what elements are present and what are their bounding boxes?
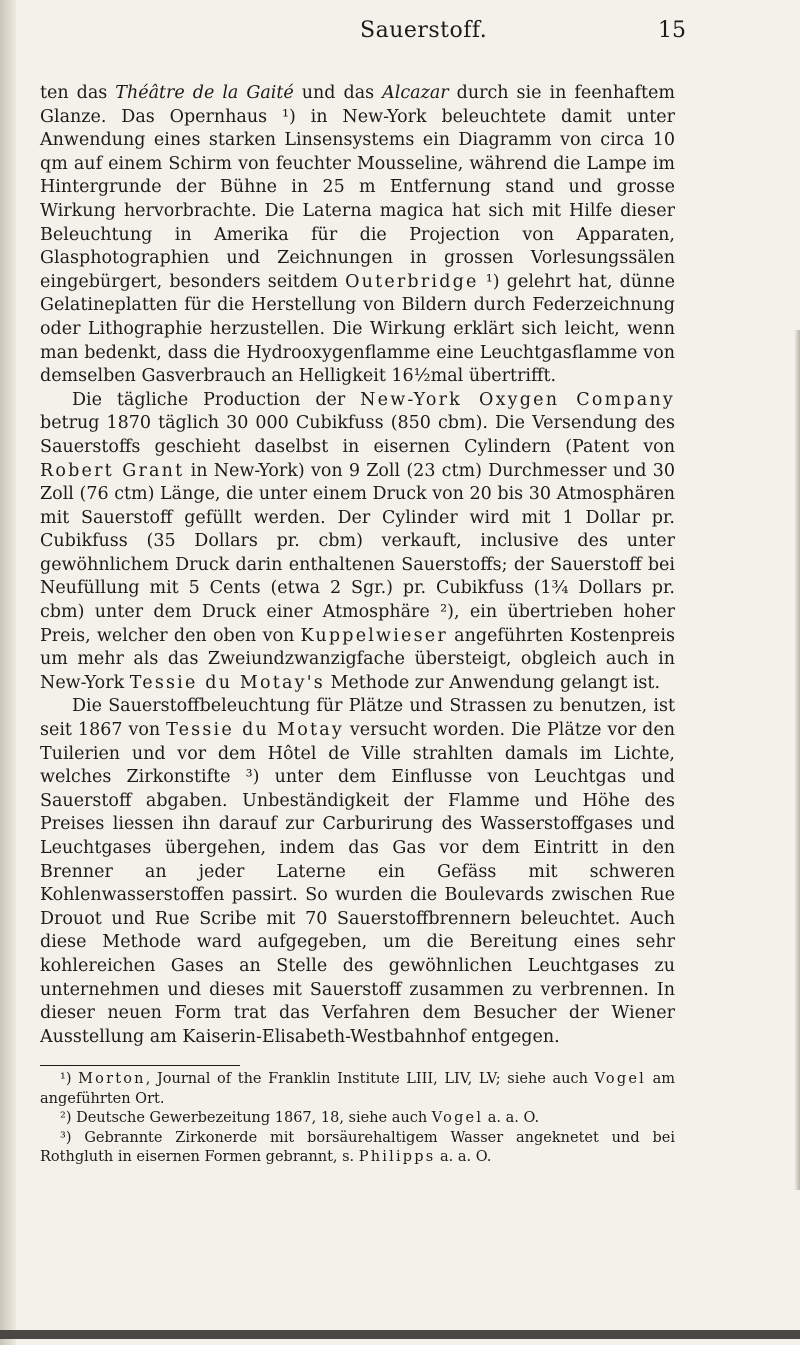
footnote-2 (40, 1109, 675, 1129)
text-run: ¹) gelehrt hat, dünne Gelatineplatten für die Herstellung von Bildern durch Federzeichnung oder Lithographie herzustellen. Die Wirkung erklärt sich leicht, wenn man bedenkt, dass die Hydrooxygenflamme eine Leuchtgasflamme von demselben Gasverbrauch an Helligkeit 16½mal übertrifft. (40, 271, 675, 387)
person-name: Kuppelwieser (300, 625, 448, 646)
footnote-rule (40, 1065, 240, 1066)
text-run: , Journal of the Franklin Institute LIII, LIV, LV; siehe auch (145, 1071, 595, 1087)
person-name: Vogel (594, 1071, 646, 1087)
text-run: a. a. O. (435, 1149, 492, 1165)
person-name: Robert Grant (40, 460, 185, 481)
text-run: Die Sauerstoffbeleuchtung für Plätze und Strassen zu benutzen, ist seit 1867 von (40, 696, 675, 741)
company-name: New-York Oxygen Company (360, 389, 675, 410)
person-name: Tessie du Motay's (129, 672, 325, 693)
paragraph-2 (40, 389, 675, 696)
person-name: Morton (78, 1071, 146, 1087)
text-run: Die tägliche Production der (72, 389, 361, 410)
text-run: durch sie in feenhaftem Glanze. Das Opernhaus ¹) in New-York beleuchtete damit unter Anwendung eines starken Linsensystems ein Diagramm von circa 10 qm auf einem Schirm von feuchter Mousseline, während die Lampe im Hintergrunde der Bühne in 25 m Entfernung stand und grosse Wirkung hervorbrachte. Die Laterna magica hat sich mit Hilfe dieser Beleuchtung in Amerika für die Projection von Apparaten, Glasphotographien und Zeichnungen in grossen Vorlesungssälen eingebürgert, besonders seitdem (40, 83, 675, 292)
text-run: ten das (40, 83, 116, 103)
text-run: versucht worden. Die Plätze vor den Tuilerien und vor dem Hôtel de Ville strahlten damals im Lichte, welches Zirkonstifte ³) unter dem Einflusse von Leuchtgas und Sauerstoff abgaben. Unbeständigkeit der Flamme und Höhe des Preises liessen ihn darauf zur Carburirung des Wasserstoffgases und Leuchtgases übergehen, indem das Gas vor dem Eintritt in den Brenner an jeder Laterne ein Gefäss mit schweren Kohlenwasserstoffen passirt. So wurden die Boulevards zwischen Rue Drouot und Rue Scribe mit 70 Sauerstoffbrennern beleuchtet. Auch diese Methode ward aufgegeben, um die Bereitung eines sehr kohlereichen Gases an Stelle des gewöhnlichen Leuchtgases zu unternehmen und dieses mit Sauerstoff zusammen zu verbrennen. In dieser neuen Form trat das Verfahren dem Besucher der Wiener Ausstellung am Kaiserin-Elisabeth-Westbahnhof entgegen. (40, 720, 675, 1047)
person-name: Vogel (431, 1110, 484, 1126)
text-run: a. a. O. (483, 1110, 540, 1126)
paragraph-1 (40, 82, 675, 389)
footnote-mark: ²) (60, 1110, 77, 1126)
footnotes (40, 1070, 675, 1168)
footnote-3 (40, 1129, 675, 1168)
text-run: angeführten Kostenpreis um mehr als das Zweiundzwanzigfache übersteigt, obgleich auch in New-York (40, 625, 675, 693)
footnote-mark: ³) (60, 1129, 85, 1146)
text-run: in New-York) von 9 Zoll (23 ctm) Durchmesser und 30 Zoll (76 ctm) Länge, die unter einem Druck von 20 bis 30 Atmosphären mit Sauerstoff gefüllt werden. Der Cylinder wird mit 1 Dollar pr. Cubikfuss (35 Dollars pr. cbm) verkauft, inclusive des unter gewöhnlichem Druck darin enthaltenen Sauerstoffs; der Sauerstoff bei Neufüllung mit 5 Cents (etwa 2 Sgr.) pr. Cubikfuss (1¾ Dollars pr. cbm) unter dem Druck einer Atmosphäre ²), ein übertrieben hoher Preis, welcher den oben von (40, 460, 676, 646)
person-name: Outerbridge (345, 271, 479, 292)
person-name: Tessie du Motay (166, 720, 344, 741)
footnote-1 (40, 1070, 675, 1109)
page-left-edge (0, 0, 16, 1345)
body-text (40, 82, 675, 1049)
text-run: und das (293, 83, 383, 103)
italic-term: Théâtre de la Gaité (115, 83, 294, 103)
footnote-mark: ¹) (60, 1071, 79, 1087)
text-run: Deutsche Gewerbezeitung 1867, 18, siehe auch (76, 1110, 432, 1126)
paragraph-3 (40, 695, 675, 1049)
running-header (0, 18, 800, 48)
running-title: Sauerstoff. (360, 18, 488, 43)
scan-bottom-band (0, 1330, 800, 1339)
text-run: am angeführten Ort. (40, 1071, 675, 1107)
page-number: 15 (658, 18, 686, 43)
page-right-edge (794, 330, 800, 1190)
text-run: Gebrannte Zirkonerde mit borsäurehaltigem Wasser angeknetet und bei Rothgluth in eisernen Formen gebrannt, s. (40, 1129, 675, 1165)
italic-term: Alcazar (382, 83, 449, 103)
text-run: betrug 1870 täglich 30 000 Cubikfuss (850 cbm). Die Versendung des Sauerstoffs geschieht daselbst in eisernen Cylindern (Patent von (40, 413, 675, 457)
person-name: Philipps (358, 1149, 436, 1165)
text-run: Methode zur Anwendung gelangt ist. (324, 672, 661, 693)
